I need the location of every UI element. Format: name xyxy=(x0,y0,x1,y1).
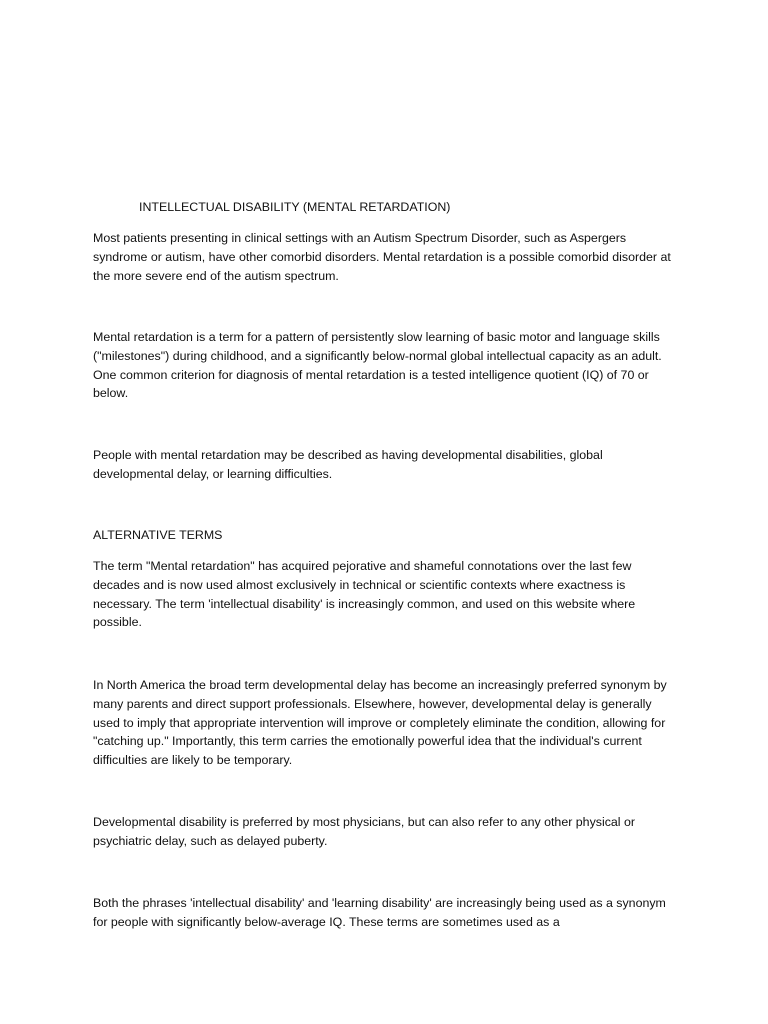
paragraph-intro: Most patients presenting in clinical settings with an Autism Spectrum Disorder, such as Aspergers syndrome or autism, have other comorbid disorders. Mental retardation is a possible comorbid disorder at the more severe end of the autism spectrum. xyxy=(93,231,671,283)
paragraph-developmental-disability: Developmental disability is preferred by most physicians, but can also refer to any other physical or psychiatric delay, such as delayed puberty. xyxy=(93,815,636,848)
paragraph-learning-disability: Both the phrases 'intellectual disability' and 'learning disability' are increasingly being used as a synonym for people with significantly below-average IQ. These terms are sometimes used as a xyxy=(93,896,666,929)
paragraph-definition: Mental retardation is a term for a pattern of persistently slow learning of basic motor and language skills ("milestones") during childhood, and a significantly below-normal global intellectual capacity as an adult. One common criterion for diagnosis of mental retardation is a tested intelligence quotient (IQ) of 70 or below. xyxy=(93,330,662,401)
paragraph-north-america: In North America the broad term developmental delay has become an increasingly preferred synonym by many parents and direct support professionals. Elsewhere, however, developmental delay is generally used to imply that appropriate intervention will improve or completely eliminate the condition, allowing for "catching up." Importantly, this term carries the emotionally powerful idea that the individual's current difficulties are likely to be temporary. xyxy=(93,678,667,768)
section-heading-alternative-terms: ALTERNATIVE TERMS xyxy=(93,528,223,542)
document-title: INTELLECTUAL DISABILITY (MENTAL RETARDATION) xyxy=(139,200,451,214)
paragraph-terminology: The term "Mental retardation" has acquired pejorative and shameful connotations over the last few decades and is now used almost exclusively in technical or scientific contexts where exactness is necessary. The term 'intellectual disability' is increasingly common, and used on this website where possible. xyxy=(93,559,636,630)
paragraph-descriptions: People with mental retardation may be described as having developmental disabilities, global developmental delay, or learning difficulties. xyxy=(93,448,603,481)
